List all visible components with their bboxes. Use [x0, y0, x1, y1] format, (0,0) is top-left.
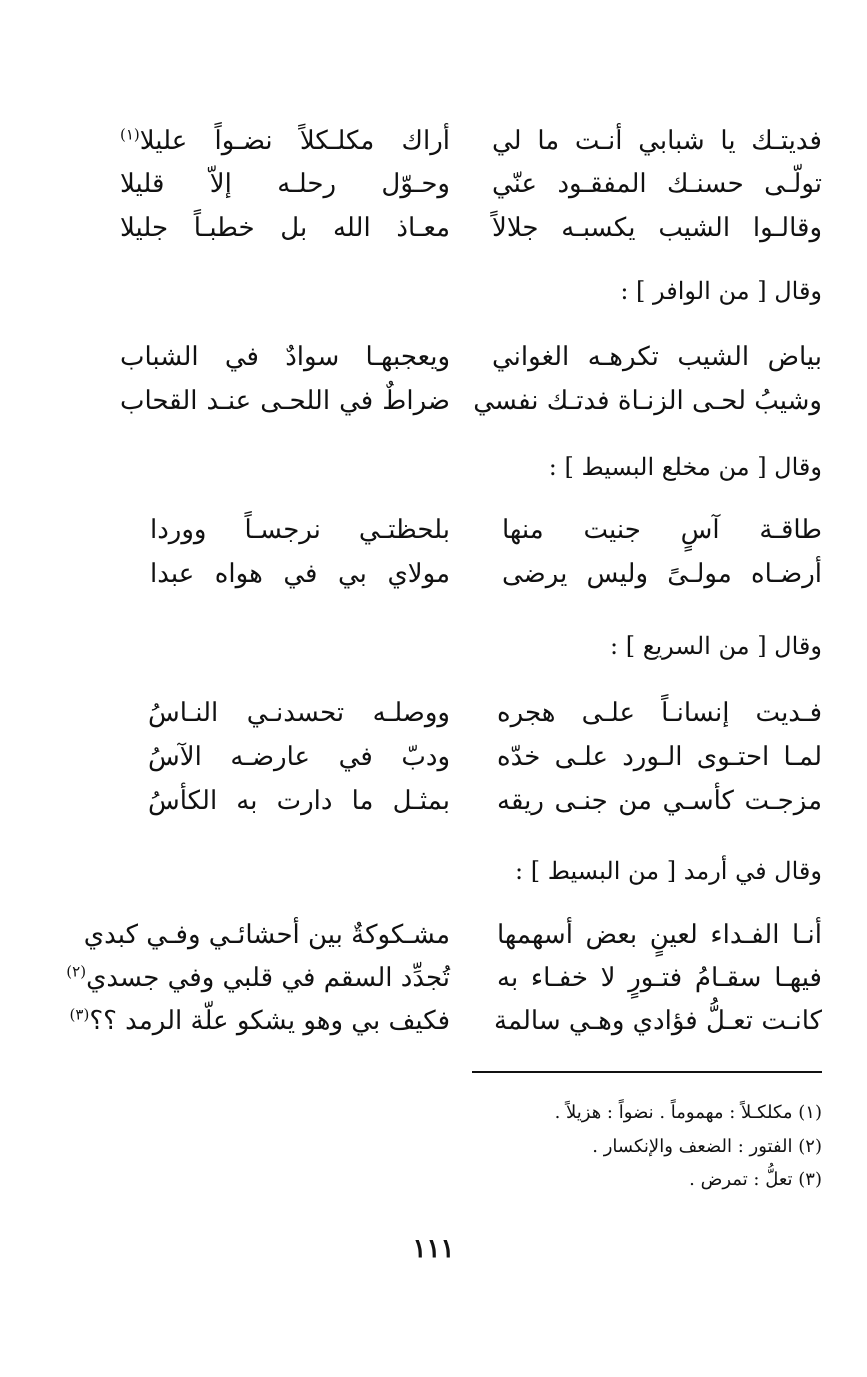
verse-first-hemistich: كانـت تعـلُّ فؤادي وهـي سالمة	[494, 1006, 822, 1036]
verse-first-hemistich: وشيبُ لحـى الزنـاة فدتـك نفسي	[473, 386, 822, 416]
verse-text: أراك مكلـكلاً نضـواً عليلا	[139, 126, 450, 156]
verse-first-hemistich: تولّـى حسنـك المفقـود عنّي	[492, 169, 822, 199]
verse-line	[0, 690, 867, 736]
poem-heading: وقال [ من مخلع البسيط ] :	[548, 453, 822, 481]
verse-second-hemistich: وحـوّل رحلـه إلاّ قليلا	[120, 169, 450, 199]
verse-second-hemistich: ويعجبهـا سوادٌ في الشباب	[120, 342, 450, 372]
verse-second-hemistich: بلحظتـي نرجسـاً ووردا	[150, 515, 450, 545]
footnote: (٢) الفتور : الضعف والإنكسار .	[592, 1136, 822, 1157]
verse-line	[0, 507, 867, 553]
footnote-separator	[472, 1071, 822, 1073]
verse-text: تُجدِّد السقم في قلبي وفي جسدي	[86, 963, 450, 993]
poem-heading: وقال [ من السريع ] :	[610, 632, 822, 660]
verse-line	[0, 998, 867, 1044]
verse-line	[0, 118, 867, 164]
footnote: (٣) تعلُّ : تمرض .	[689, 1169, 822, 1190]
verse-line	[0, 912, 867, 958]
verse-first-hemistich: مزجـت كأسـي من جنـى ريقه	[497, 786, 822, 816]
verse-line	[0, 378, 867, 424]
verse-first-hemistich: فـديت إنسانـاً علـى هجره	[497, 698, 822, 728]
verse-first-hemistich: طاقـة آسٍ جنيت منها	[502, 515, 822, 545]
verse-first-hemistich: أنـا الفـداء لعينٍ بعض أسهمها	[497, 920, 822, 950]
verse-line	[0, 778, 867, 824]
verse-first-hemistich: أرضـاه مولـىً وليس يرضى	[502, 559, 822, 589]
verse-line	[0, 334, 867, 380]
verse-second-hemistich: ووصلـه تحسدنـي النـاسُ	[148, 698, 450, 728]
verse-first-hemistich: لمـا احتـوى الـورد علـى خدّه	[497, 742, 822, 772]
verse-line	[0, 551, 867, 597]
verse-first-hemistich: وقالـوا الشيب يكسبـه جلالاً	[492, 213, 822, 243]
verse-line	[0, 161, 867, 207]
verse-second-hemistich	[66, 955, 450, 1001]
verse-second-hemistich: ضراطٌ في اللحـى عنـد القحاب	[120, 386, 450, 416]
verse-second-hemistich: معـاذ الله بل خطبـاً جليلا	[120, 213, 450, 243]
verse-first-hemistich: فديتـك يا شبابي أنـت ما لي	[492, 126, 822, 156]
footnote-marker: (١)	[120, 125, 140, 144]
poem-heading: وقال [ من الوافر ] :	[620, 277, 822, 305]
page-number: ١١١	[412, 1234, 455, 1264]
footnote-marker: (٣)	[69, 1005, 90, 1024]
verse-text: فكيف بي وهو يشكو علّة الرمد ؟؟	[89, 1006, 450, 1036]
verse-second-hemistich: مشـكوكةٌ بين أحشائـي وفـي كبدي	[83, 920, 450, 950]
verse-first-hemistich: فيهـا سقـامُ فتـورٍ لا خفـاء به	[497, 963, 822, 993]
verse-second-hemistich: بمثـل ما دارت به الكأسُ	[148, 786, 450, 816]
verse-second-hemistich: ودبّ في عارضـه الآسُ	[148, 742, 450, 772]
footnote: (١) مكلكـلاً : مهموماً . نضواً : هزيلاً .	[554, 1102, 822, 1123]
verse-line	[0, 955, 867, 1001]
poem-heading: وقال في أرمد [ من البسيط ] :	[515, 857, 822, 885]
verse-second-hemistich	[120, 118, 450, 164]
footnote-marker: (٢)	[66, 962, 87, 981]
verse-line	[0, 205, 867, 251]
verse-line	[0, 734, 867, 780]
verse-first-hemistich: بياض الشيب تكرهـه الغواني	[492, 342, 822, 372]
verse-second-hemistich: مولاي بي في هواه عبدا	[150, 559, 450, 589]
verse-second-hemistich	[69, 998, 450, 1044]
